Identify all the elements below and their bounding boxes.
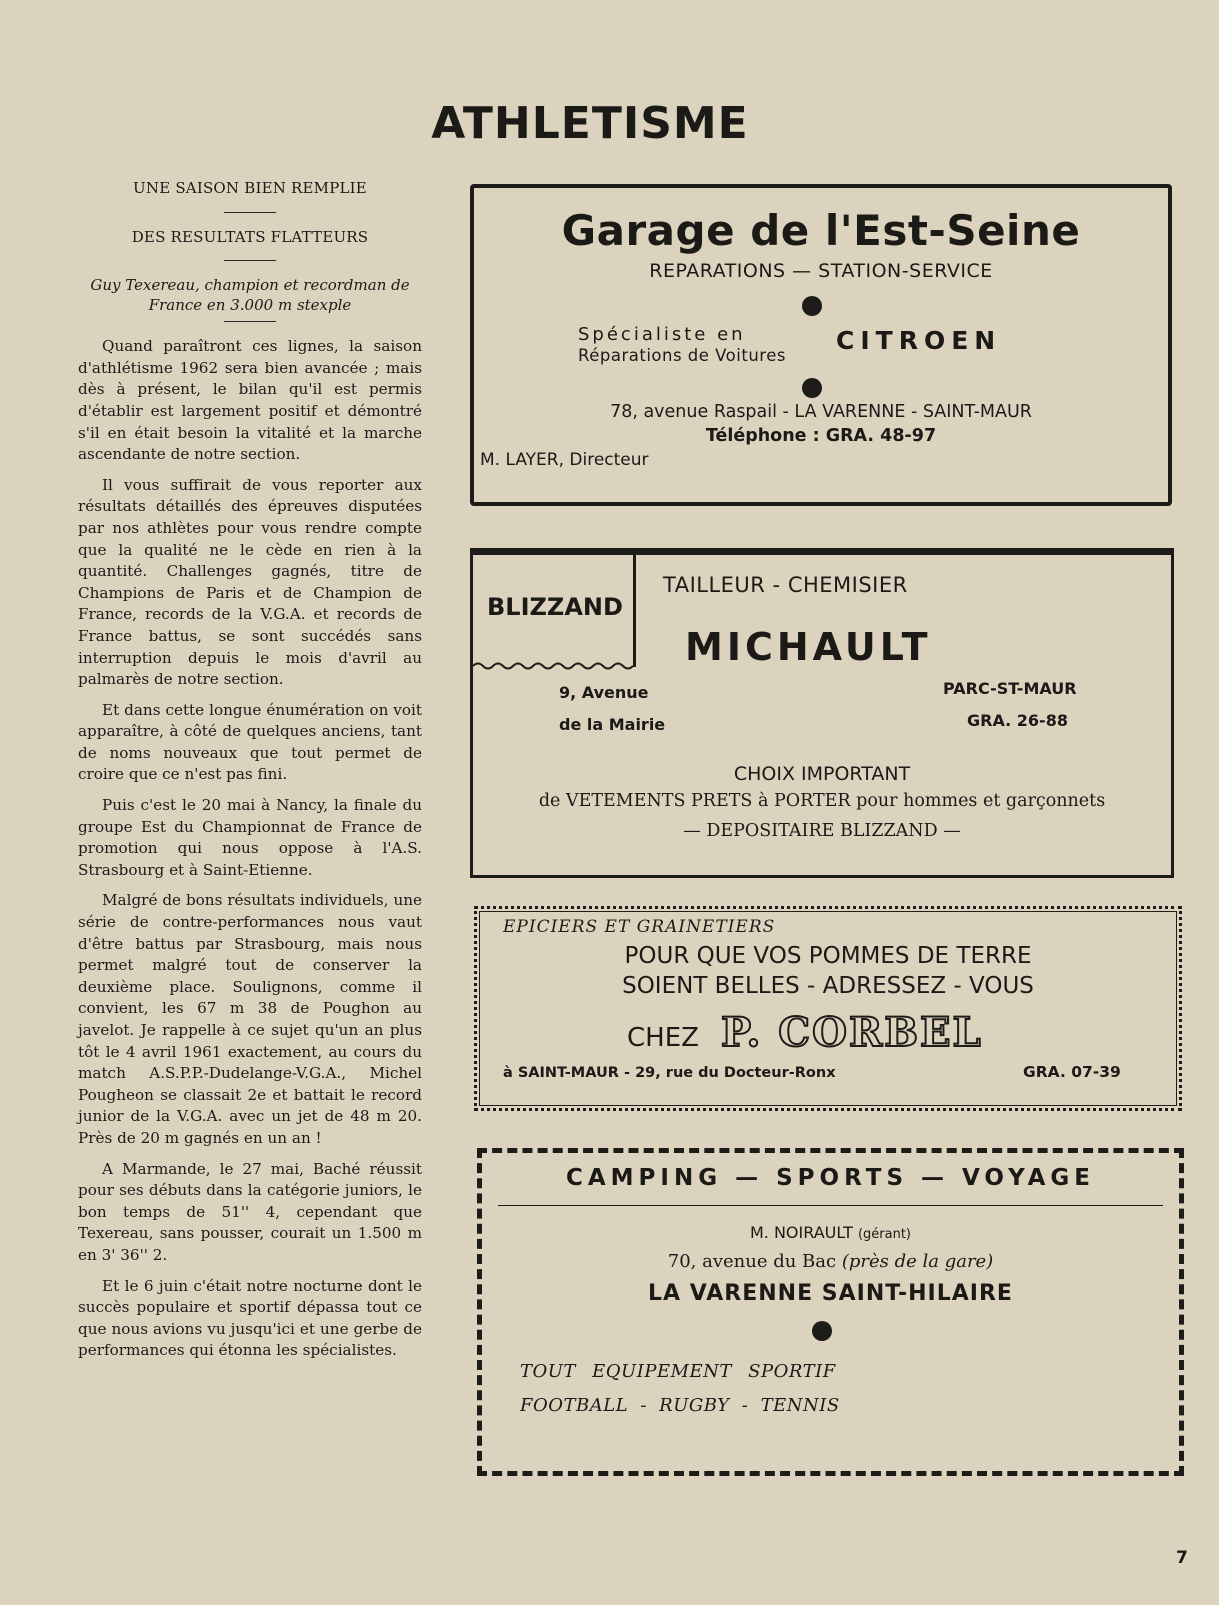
blizzand-logo-box	[473, 555, 636, 667]
camping-headline: CAMPING — SPORTS — VOYAGE	[565, 1165, 1096, 1191]
divider-rule	[498, 1205, 1163, 1206]
article-headline-1: UNE SAISON BIEN REMPLIE	[133, 179, 367, 197]
camping-address-note: (près de la gare)	[841, 1251, 994, 1272]
michault-depositaire: — DEPOSITAIRE BLIZZAND —	[683, 821, 961, 841]
ad-michault	[470, 548, 1174, 878]
michault-vetements: de VETEMENTS PRETS à PORTER pour hommes et garçonnets	[538, 791, 1106, 811]
bullet-dot	[802, 296, 822, 316]
michault-phone: GRA. 26-88	[967, 711, 1068, 730]
garage-services: REPARATIONS — STATION-SERVICE	[649, 260, 993, 282]
corbel-line1: POUR QUE VOS POMMES DE TERRE	[624, 943, 1032, 969]
article-paragraph: Puis c'est le 20 mai à Nancy, la finale du groupe Est du Championnat de France de promotion qui nous oppose à l'A.S. Strasbourg et à Saint-Etienne.	[78, 796, 422, 879]
bullet-dot	[812, 1321, 832, 1341]
article-paragraph: Et dans cette longue énumération on voit apparaître, à côté de quelques anciens, tant de noms nouveaux que tout permet de croire que ce n'est pas fini.	[78, 700, 422, 784]
garage-specialist-line2: Réparations de Voitures	[578, 346, 786, 365]
ad-corbel	[474, 906, 1182, 1111]
garage-brand: CITROEN	[836, 326, 1002, 355]
corbel-line2: SOIENT BELLES - ADRESSEZ - VOUS	[622, 973, 1034, 999]
garage-phone: Téléphone : GRA. 48-97	[705, 426, 937, 446]
camping-tag2: FOOTBALL - RUGBY - TENNIS	[520, 1395, 840, 1416]
bullet-dot	[802, 378, 822, 398]
michault-choix: CHOIX IMPORTANT	[733, 763, 911, 785]
wave-ornament	[473, 661, 633, 671]
camping-manager-role: (gérant)	[857, 1227, 911, 1242]
michault-address-line1: 9, Avenue	[559, 683, 649, 702]
corbel-chez: CHEZ	[627, 1023, 699, 1053]
blizzand-logo: BLIZZAND	[487, 593, 623, 621]
divider-rule	[224, 321, 276, 322]
camping-tag1: TOUT EQUIPEMENT SPORTIF	[520, 1361, 836, 1382]
page-title: ATHLETISME	[431, 98, 749, 149]
article-column	[78, 178, 422, 1371]
camping-manager: M. NOIRAULT	[749, 1223, 853, 1242]
camping-manager-line	[482, 1223, 1179, 1242]
garage-address: 78, avenue Raspail - LA VARENNE - SAINT-MAUR	[610, 402, 1032, 422]
article-headline-2: DES RESULTATS FLATTEURS	[131, 227, 369, 246]
camping-address: 70, avenue du Bac	[667, 1251, 837, 1272]
garage-specialist-line1: Spécialiste en	[578, 324, 746, 345]
corbel-address: à SAINT-MAUR - 29, rue du Docteur-Ronx	[503, 1065, 836, 1081]
ad-garage-est-seine	[470, 184, 1172, 506]
michault-name: MICHAULT	[685, 625, 932, 669]
corbel-name: P. CORBEL	[721, 1009, 983, 1056]
michault-town: PARC-ST-MAUR	[943, 679, 1077, 698]
divider-rule	[224, 212, 276, 213]
camping-town: LA VARENNE SAINT-HILAIRE	[648, 1281, 1013, 1306]
michault-trade: TAILLEUR - CHEMISIER	[663, 573, 908, 597]
michault-address-line2: de la Mairie	[559, 715, 666, 734]
article-paragraph: Il vous suffirait de vous reporter aux résultats détaillés des épreuves disputées par nos athlètes pour vous rendre compte que la qualité ne le cède en rien à la quantité. Challenges gagnés, titre de Champions de Paris et de Champion de France, records de la V.G.A. et records de France battus, se sont succédés sans interruption depuis le mois d'avril au palmarès de notre section.	[78, 475, 422, 689]
page-number: 7	[1176, 1548, 1188, 1568]
article-paragraph: Malgré de bons résultats individuels, une série de contre-performances nous vaut d'être battus par Strasbourg, mais nous permet malgré tout de conserver la deuxième place. Soulignons, comme il convient, les 67 m 38 de Poughon au javelot. Je rappelle à ce sujet qu'un an plus tôt le 4 avril 1961 exactement, au cours du match A.S.P.P.-Dudelange-V.G.A., Michel Pougheon se classait 2e et battait le record junior de la V.G.A. avec un jet de 48 m 20. Près de 20 m gagnés en un an !	[78, 891, 422, 1147]
article-paragraph: Et le 6 juin c'était notre nocturne dont le succès populaire et sportif dépassa tout ce que nous avions vu jusqu'ici et une gerbe de performances qui étonna les spécialistes.	[78, 1276, 422, 1360]
corbel-audience: EPICIERS ET GRAINETIERS	[503, 917, 776, 937]
divider-rule	[224, 260, 276, 261]
article-paragraph: A Marmande, le 27 mai, Baché réussit pour ses débuts dans la catégorie juniors, le bon temps de 51'' 4, cependant que Texereau, sans pousser, courait un 1.500 m en 3' 36'' 2.	[78, 1159, 422, 1264]
article-paragraph: Quand paraîtront ces lignes, la saison d'athlétisme 1962 sera bien avancée ; mais dès à présent, le bilan qu'il est permis d'établir est largement positif et démontré s'il en était besoin la vitalité et la marche ascendante de notre section.	[78, 337, 422, 464]
camping-address-line	[482, 1251, 1179, 1272]
garage-name: Garage de l'Est-Seine	[561, 206, 1081, 255]
corbel-phone: GRA. 07-39	[1023, 1063, 1121, 1081]
ad-camping	[477, 1148, 1184, 1476]
garage-director: M. LAYER, Directeur	[480, 450, 649, 470]
article-caption: Guy Texereau, champion et recordman de France en 3.000 m stexple	[90, 276, 410, 315]
